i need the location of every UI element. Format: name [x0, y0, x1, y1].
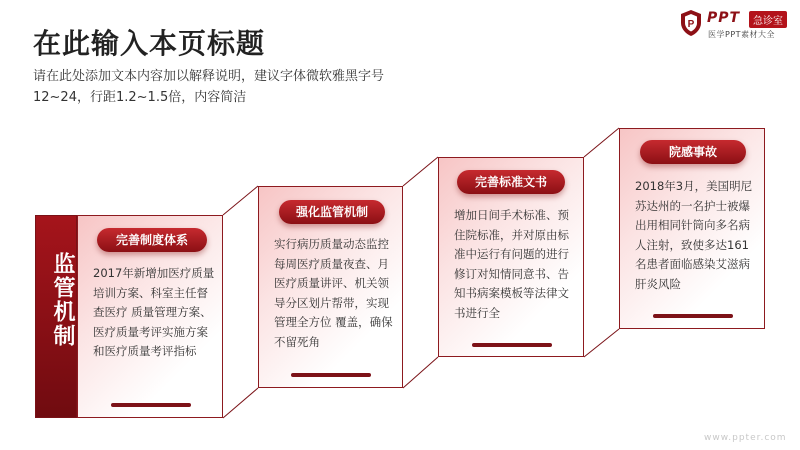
vertical-label-text: 监管机制 [50, 252, 75, 348]
step-body-3: 增加日间手术标准、预住院标准，并对原由标准中运行有问题的进行修订对知情同意书、告知书病案模板等法律文书进行全 [454, 208, 569, 320]
logo-brand-text: PPT [707, 10, 741, 26]
logo-tagline: 医学PPT素材大全 [708, 30, 776, 39]
step-body-2: 实行病历质量动态监控每周医疗质量夜查、月医疗质量讲评、机关领导分区划片帮带，实现管理全方位 覆盖，确保不留死角 [274, 237, 393, 349]
shield-icon [679, 9, 703, 37]
brand-logo[interactable] [679, 9, 794, 41]
step-body-1: 2017年新增加医疗质量培训方案、科室主任督查医疗 质量管理方案、医疗质量考评实施方案和医疗质量考评指标 [93, 266, 215, 358]
step-title-1: 完善制度体系 [97, 228, 207, 252]
step-underline-4 [653, 314, 733, 318]
svg-text:P: P [687, 19, 695, 30]
step-card-3[interactable] [438, 157, 584, 357]
step-card-4[interactable] [619, 128, 765, 329]
logo-badge: 急诊室 [749, 11, 787, 28]
step-title-4: 院感事故 [640, 140, 746, 164]
step-card-1[interactable] [77, 215, 223, 418]
step-body-4: 2018年3月，美国明尼苏达州的一名护士被爆出用相同针筒向多名病人注射，致使多达161名患者面临感染艾滋病肝炎风险 [635, 179, 753, 291]
vertical-label-block [35, 215, 77, 418]
watermark: www.ppter.com [704, 433, 787, 443]
page-title: 在此输入本页标题 [33, 27, 266, 60]
step-card-2[interactable] [258, 186, 403, 388]
step-title-3: 完善标准文书 [457, 170, 565, 194]
step-title-2: 强化监管机制 [279, 200, 385, 224]
step-underline-3 [472, 343, 552, 347]
page-subtitle: 请在此处添加文本内容加以解释说明，建议字体微软雅黑字号12~24，行距1.2~1.5倍，内容简洁 [33, 69, 385, 105]
step-underline-1 [111, 403, 191, 407]
step-underline-2 [291, 373, 371, 377]
